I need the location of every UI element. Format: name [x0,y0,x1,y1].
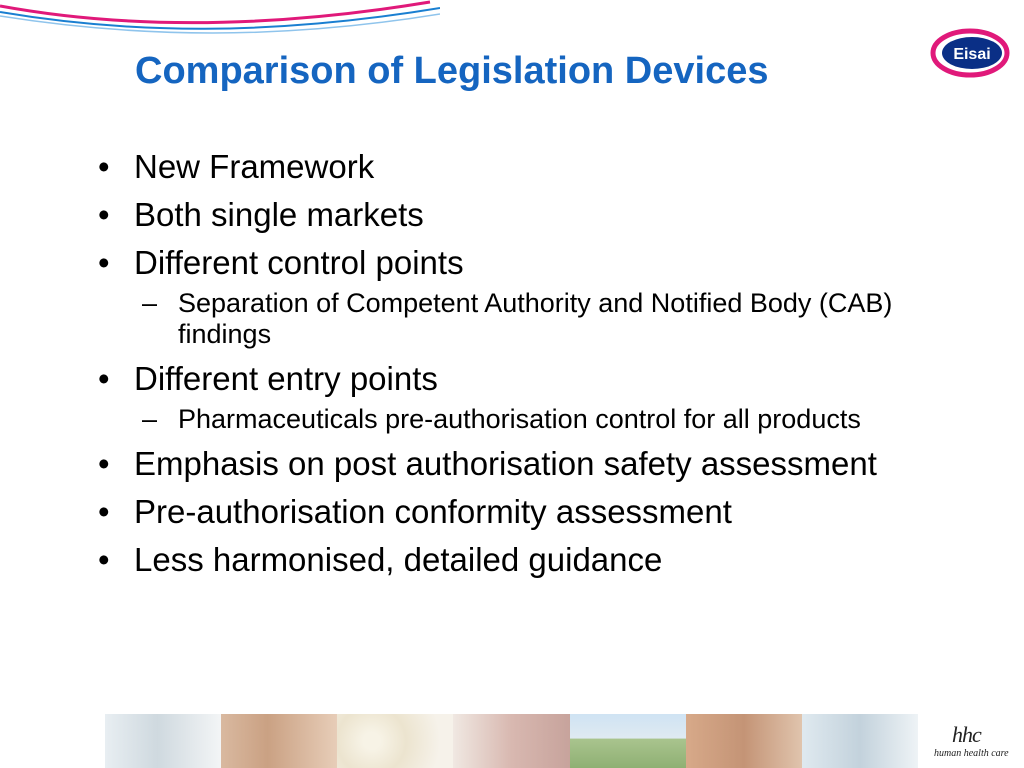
sub-bullet-text: Separation of Competent Authority and Notified Body (CAB) findings [178,288,893,349]
sub-bullet-text: Pharmaceuticals pre-authorisation control for all products [178,404,861,434]
logo-text: Eisai [953,46,991,63]
bullet-item [96,493,926,531]
hhc-mark: hhc [952,722,981,747]
eisai-logo [930,28,1010,78]
slide-title: Comparison of Legislation Devices [135,50,769,92]
dash-icon: – [142,288,158,318]
dash-icon: – [142,404,158,434]
bullet-item [96,244,926,282]
bullet-icon: • [98,148,110,185]
photo-family [221,714,337,768]
sub-bullet-item [96,404,926,435]
bullet-list [96,148,926,589]
hhc-logo [930,722,1010,762]
bullet-text: Emphasis on post authorisation safety assessment [134,445,877,482]
bullet-item [96,360,926,398]
bullet-text: Less harmonised, detailed guidance [134,541,663,578]
bullet-icon: • [98,244,110,281]
bullet-item [96,445,926,483]
bullet-item [96,541,926,579]
bullet-text: New Framework [134,148,375,185]
bullet-item [96,196,926,234]
hhc-tagline: human health care [934,748,1009,759]
bullet-icon: • [98,360,110,397]
bullet-icon: • [98,493,110,530]
photo-laboratory [105,714,221,768]
bullet-text: Both single markets [134,196,424,233]
bullet-icon: • [98,445,110,482]
bullet-text: Pre-authorisation conformity assessment [134,493,732,530]
photo-test-tubes [453,714,569,768]
photo-strip [105,714,918,768]
sub-bullet-item [96,288,926,350]
bullet-item [96,148,926,186]
photo-doctors [802,714,918,768]
bullet-text: Different control points [134,244,464,281]
top-swoosh-decoration [0,0,440,40]
photo-pills [337,714,453,768]
bullet-icon: • [98,196,110,233]
bullet-text: Different entry points [134,360,438,397]
photo-field [570,714,686,768]
photo-couple [686,714,802,768]
bullet-icon: • [98,541,110,578]
